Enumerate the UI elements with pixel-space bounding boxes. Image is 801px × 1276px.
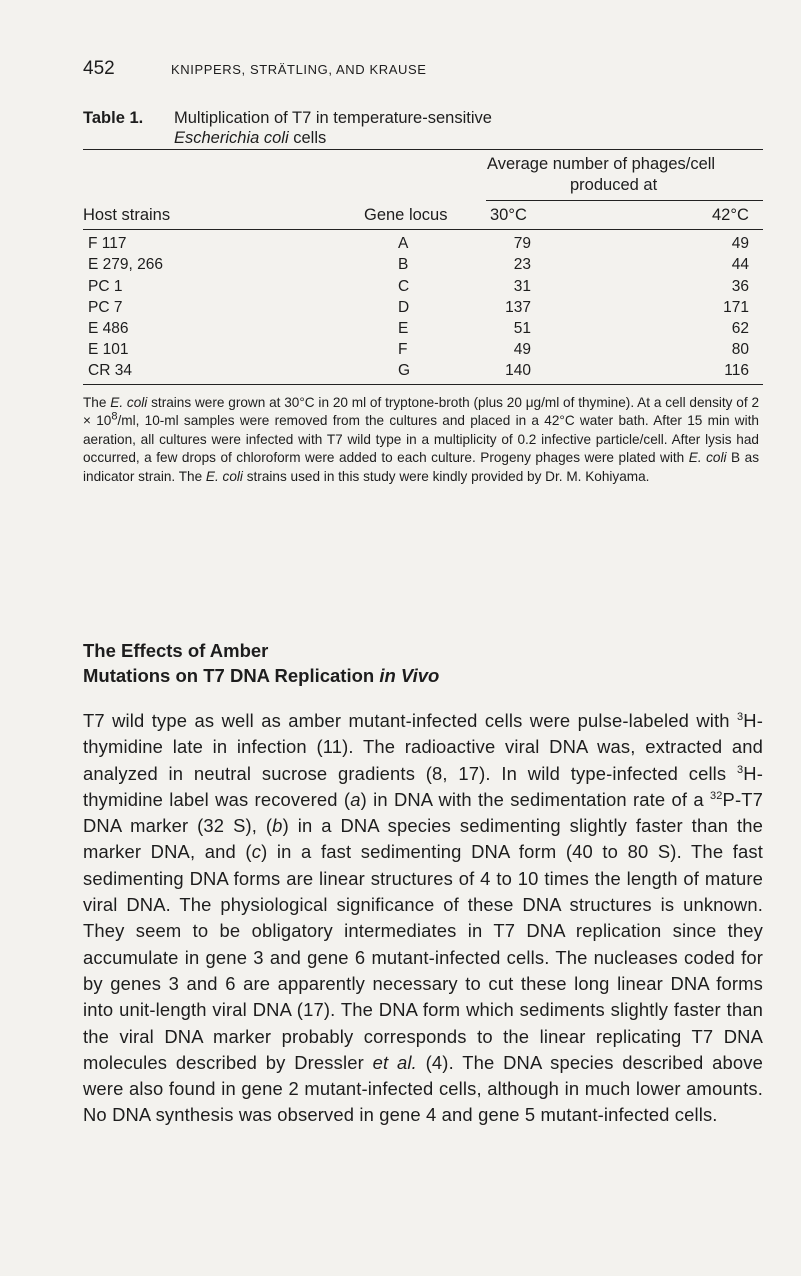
cell-30c: 79: [513, 235, 531, 252]
cell-host: E 101: [88, 341, 129, 358]
text-segment: ) in a DNA species sedimenting slightly faster than the marker DNA, and (: [83, 815, 763, 863]
column-header-gene: Gene locus: [364, 206, 448, 224]
cell-30c: 49: [513, 341, 531, 358]
table-label: Table 1.: [83, 109, 144, 127]
list-marker: c: [251, 841, 262, 863]
group-header-line2: produced at: [570, 176, 658, 194]
cell-42c: 62: [731, 320, 749, 337]
column-header-30c: 30°C: [490, 206, 527, 224]
cell-host: CR 34: [88, 362, 132, 379]
section-heading-text: Mutations on T7 DNA Replication: [83, 665, 380, 686]
list-marker: a: [350, 788, 361, 810]
isotope-superscript: 3: [737, 763, 744, 776]
cell-gene: F: [398, 341, 408, 358]
group-header-rule: [486, 200, 763, 201]
text-segment: H-thymidine label was recovered (: [83, 762, 763, 810]
cell-gene: A: [398, 235, 409, 252]
table-bottom-rule: [83, 384, 763, 385]
column-header-42c: 42°C: [712, 206, 749, 224]
cell-gene: B: [398, 256, 409, 273]
cell-42c: 44: [731, 256, 749, 273]
isotope-superscript: 3: [737, 710, 744, 723]
cell-42c: 49: [731, 235, 749, 252]
cell-30c: 140: [505, 362, 531, 379]
table-top-rule: [83, 149, 763, 150]
footnote-exponent: 8: [111, 410, 118, 423]
cell-42c: 171: [723, 299, 749, 316]
cell-gene: D: [398, 299, 410, 316]
footnote-segment: B as indicator strain. The: [83, 450, 759, 484]
footnote-segment: strains used in this study were kindly provided by Dr. M. Kohiyama.: [242, 468, 650, 484]
cell-42c: 80: [731, 341, 749, 358]
text-segment: ) in DNA with the sedimentation rate of a: [360, 788, 710, 810]
section-heading-line2: [83, 663, 439, 688]
running-head: KNIPPERS, STRÄTLING, AND KRAUSE: [171, 62, 427, 77]
section-heading-italic: in Vivo: [379, 665, 440, 686]
table-title-line1: Multiplication of T7 in temperature-sensitive: [174, 109, 492, 127]
isotope-superscript: 32: [709, 789, 723, 802]
footnote-segment: /ml, 10-ml samples were removed from the cultures and placed in a 42°C water bath. After 15 min with aeration, all cultures were infected with T7 wild type in a multiplicity of 0.2 infective particle/cell. After lysis had occurred, a few drops of chloroform were added to each culture. Progeny phages were plated with: [83, 413, 759, 466]
cell-42c: 36: [731, 278, 749, 295]
table-title-organism: Escherichia coli: [174, 129, 289, 147]
text-segment: (4). The DNA species described above were also found in gene 2 mutant-infected cells, although in much lower amounts. No DNA synthesis was observed in gene 4 and gene 5 mutant-infected cells.: [83, 1051, 763, 1126]
footnote-segment: The: [83, 395, 111, 410]
citation-etal: et al.: [372, 1051, 417, 1073]
section-heading: [83, 638, 439, 688]
cell-host: E 279, 266: [88, 256, 163, 273]
cell-gene: E: [398, 320, 409, 337]
table-title-line2: [174, 128, 326, 148]
text-segment: ) in a fast sedimenting DNA form (40 to 80 S). The fast sedimenting DNA forms are linear structures of 4 to 10 times the length of mature viral DNA. The physiological significance of these DNA structures is unknown. They seem to be obligatory intermediates in T7 DNA replication since they accumulate in gene 3 and gene 6 mutant-infected cells. The nucleases coded for by genes 3 and 6 are apparently necessary to cut these long linear DNA forms into unit-length viral DNA (17). The DNA form which sediments slightly faster than the viral DNA marker probably corresponds to the linear replicating T7 DNA molecules described by Dressler: [83, 841, 763, 1073]
footnote-organism: E. coli: [205, 468, 243, 484]
header-bottom-rule: [83, 229, 763, 230]
body-paragraph: [83, 708, 763, 1129]
text-segment: T7 wild type as well as amber mutant-infected cells were pulse-labeled with: [83, 710, 737, 731]
cell-30c: 23: [513, 256, 531, 273]
column-header-host: Host strains: [83, 206, 171, 224]
cell-host: E 486: [88, 320, 129, 337]
text-segment: P-T7 DNA marker (32 S), (: [83, 788, 763, 837]
cell-gene: G: [398, 362, 411, 379]
footnote-text: [83, 394, 759, 486]
cell-30c: 31: [513, 278, 531, 295]
cell-30c: 51: [513, 320, 531, 337]
cell-gene: C: [398, 278, 410, 295]
table-footnote: [83, 394, 759, 486]
footnote-organism: E. coli: [110, 395, 148, 410]
cell-42c: 116: [724, 362, 749, 379]
cell-30c: 137: [505, 299, 531, 316]
footnote-segment: strains were grown at 30°C in 20 ml of tryptone-broth (plus 20 μg/ml of thymine). At a cell density of 2 × 10: [83, 395, 759, 429]
list-marker: b: [272, 815, 283, 837]
cell-host: PC 7: [88, 299, 123, 316]
cell-host: F 117: [88, 235, 127, 252]
section-heading-line1: The Effects of Amber: [83, 640, 269, 661]
cell-host: PC 1: [88, 278, 123, 295]
page-header: [83, 58, 763, 80]
footnote-organism: E. coli: [688, 450, 727, 466]
group-header-line1: Average number of phages/cell: [487, 155, 716, 173]
page-number: 452: [83, 58, 115, 79]
text-segment: H-thymidine late in infection (11). The radioactive viral DNA was, extracted and analyzed in neutral sucrose gradients (8, 17). In wild type-infected cells: [83, 710, 763, 784]
paragraph-text: [83, 708, 763, 1129]
table-title-suffix: cells: [288, 129, 327, 147]
